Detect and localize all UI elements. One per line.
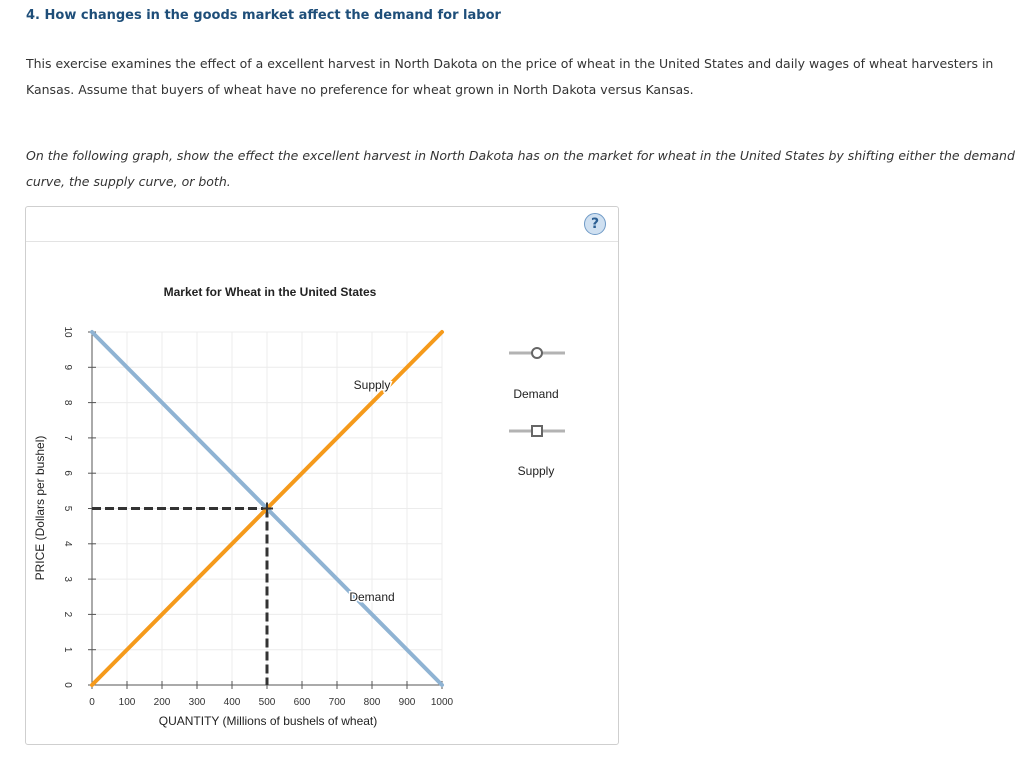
y-tick-label: 0 bbox=[62, 682, 73, 688]
legend-demand-label: Demand bbox=[513, 387, 559, 401]
x-tick-label: 600 bbox=[293, 697, 311, 708]
question-mark-icon: ? bbox=[590, 216, 600, 232]
question-heading: 4. How changes in the goods market affect the demand for labor bbox=[26, 8, 501, 23]
supply-tool-icon bbox=[509, 423, 565, 439]
y-tick-label: 7 bbox=[62, 435, 73, 441]
y-tick-label: 1 bbox=[62, 646, 73, 653]
y-tick-label: 3 bbox=[62, 576, 73, 582]
supply-curve-label: Supply bbox=[353, 378, 391, 392]
legend-supply-tool[interactable] bbox=[509, 423, 565, 439]
x-tick-label: 800 bbox=[363, 697, 381, 708]
x-tick-label: 300 bbox=[188, 697, 206, 708]
x-tick-label: 700 bbox=[328, 697, 346, 708]
legend-supply-label: Supply bbox=[517, 464, 555, 478]
y-tick-label: 4 bbox=[62, 541, 73, 547]
y-axis-label: PRICE (Dollars per bushel) bbox=[33, 435, 47, 581]
x-tick-label: 1000 bbox=[430, 697, 454, 708]
legend-demand-tool[interactable] bbox=[509, 345, 565, 361]
x-tick-label: 400 bbox=[223, 697, 241, 708]
demand-tool-icon bbox=[509, 345, 565, 361]
x-tick-label: 100 bbox=[118, 697, 136, 708]
question-intro: This exercise examines the effect of a excellent harvest in North Dakota on the price of wheat in the United States and daily wages of wheat harvesters in Kansas. Assume that buyers of wheat have no preference for wheat grown in North Dakota versus Kansas. bbox=[26, 56, 994, 97]
demand-curve-label: Demand bbox=[349, 590, 395, 604]
y-tick-label: 5 bbox=[62, 505, 73, 512]
x-tick-label: 500 bbox=[258, 697, 276, 708]
x-axis-label: QUANTITY (Millions of bushels of wheat) bbox=[158, 714, 378, 728]
question-instruction: On the following graph, show the effect the excellent harvest in North Dakota has on the market for wheat in the United States by shifting either the demand curve, the supply curve, or both. bbox=[26, 148, 1015, 189]
graph-panel bbox=[25, 206, 619, 745]
x-tick-label: 900 bbox=[398, 697, 416, 708]
x-tick-label: 200 bbox=[153, 697, 171, 708]
y-tick-label: 9 bbox=[62, 364, 73, 371]
y-tick-label: 10 bbox=[62, 326, 73, 338]
y-tick-label: 6 bbox=[62, 470, 73, 476]
y-tick-label: 8 bbox=[62, 399, 73, 406]
y-tick-label: 2 bbox=[62, 611, 73, 618]
x-tick-label: 0 bbox=[89, 697, 95, 708]
chart-title: Market for Wheat in the United States bbox=[163, 285, 377, 299]
